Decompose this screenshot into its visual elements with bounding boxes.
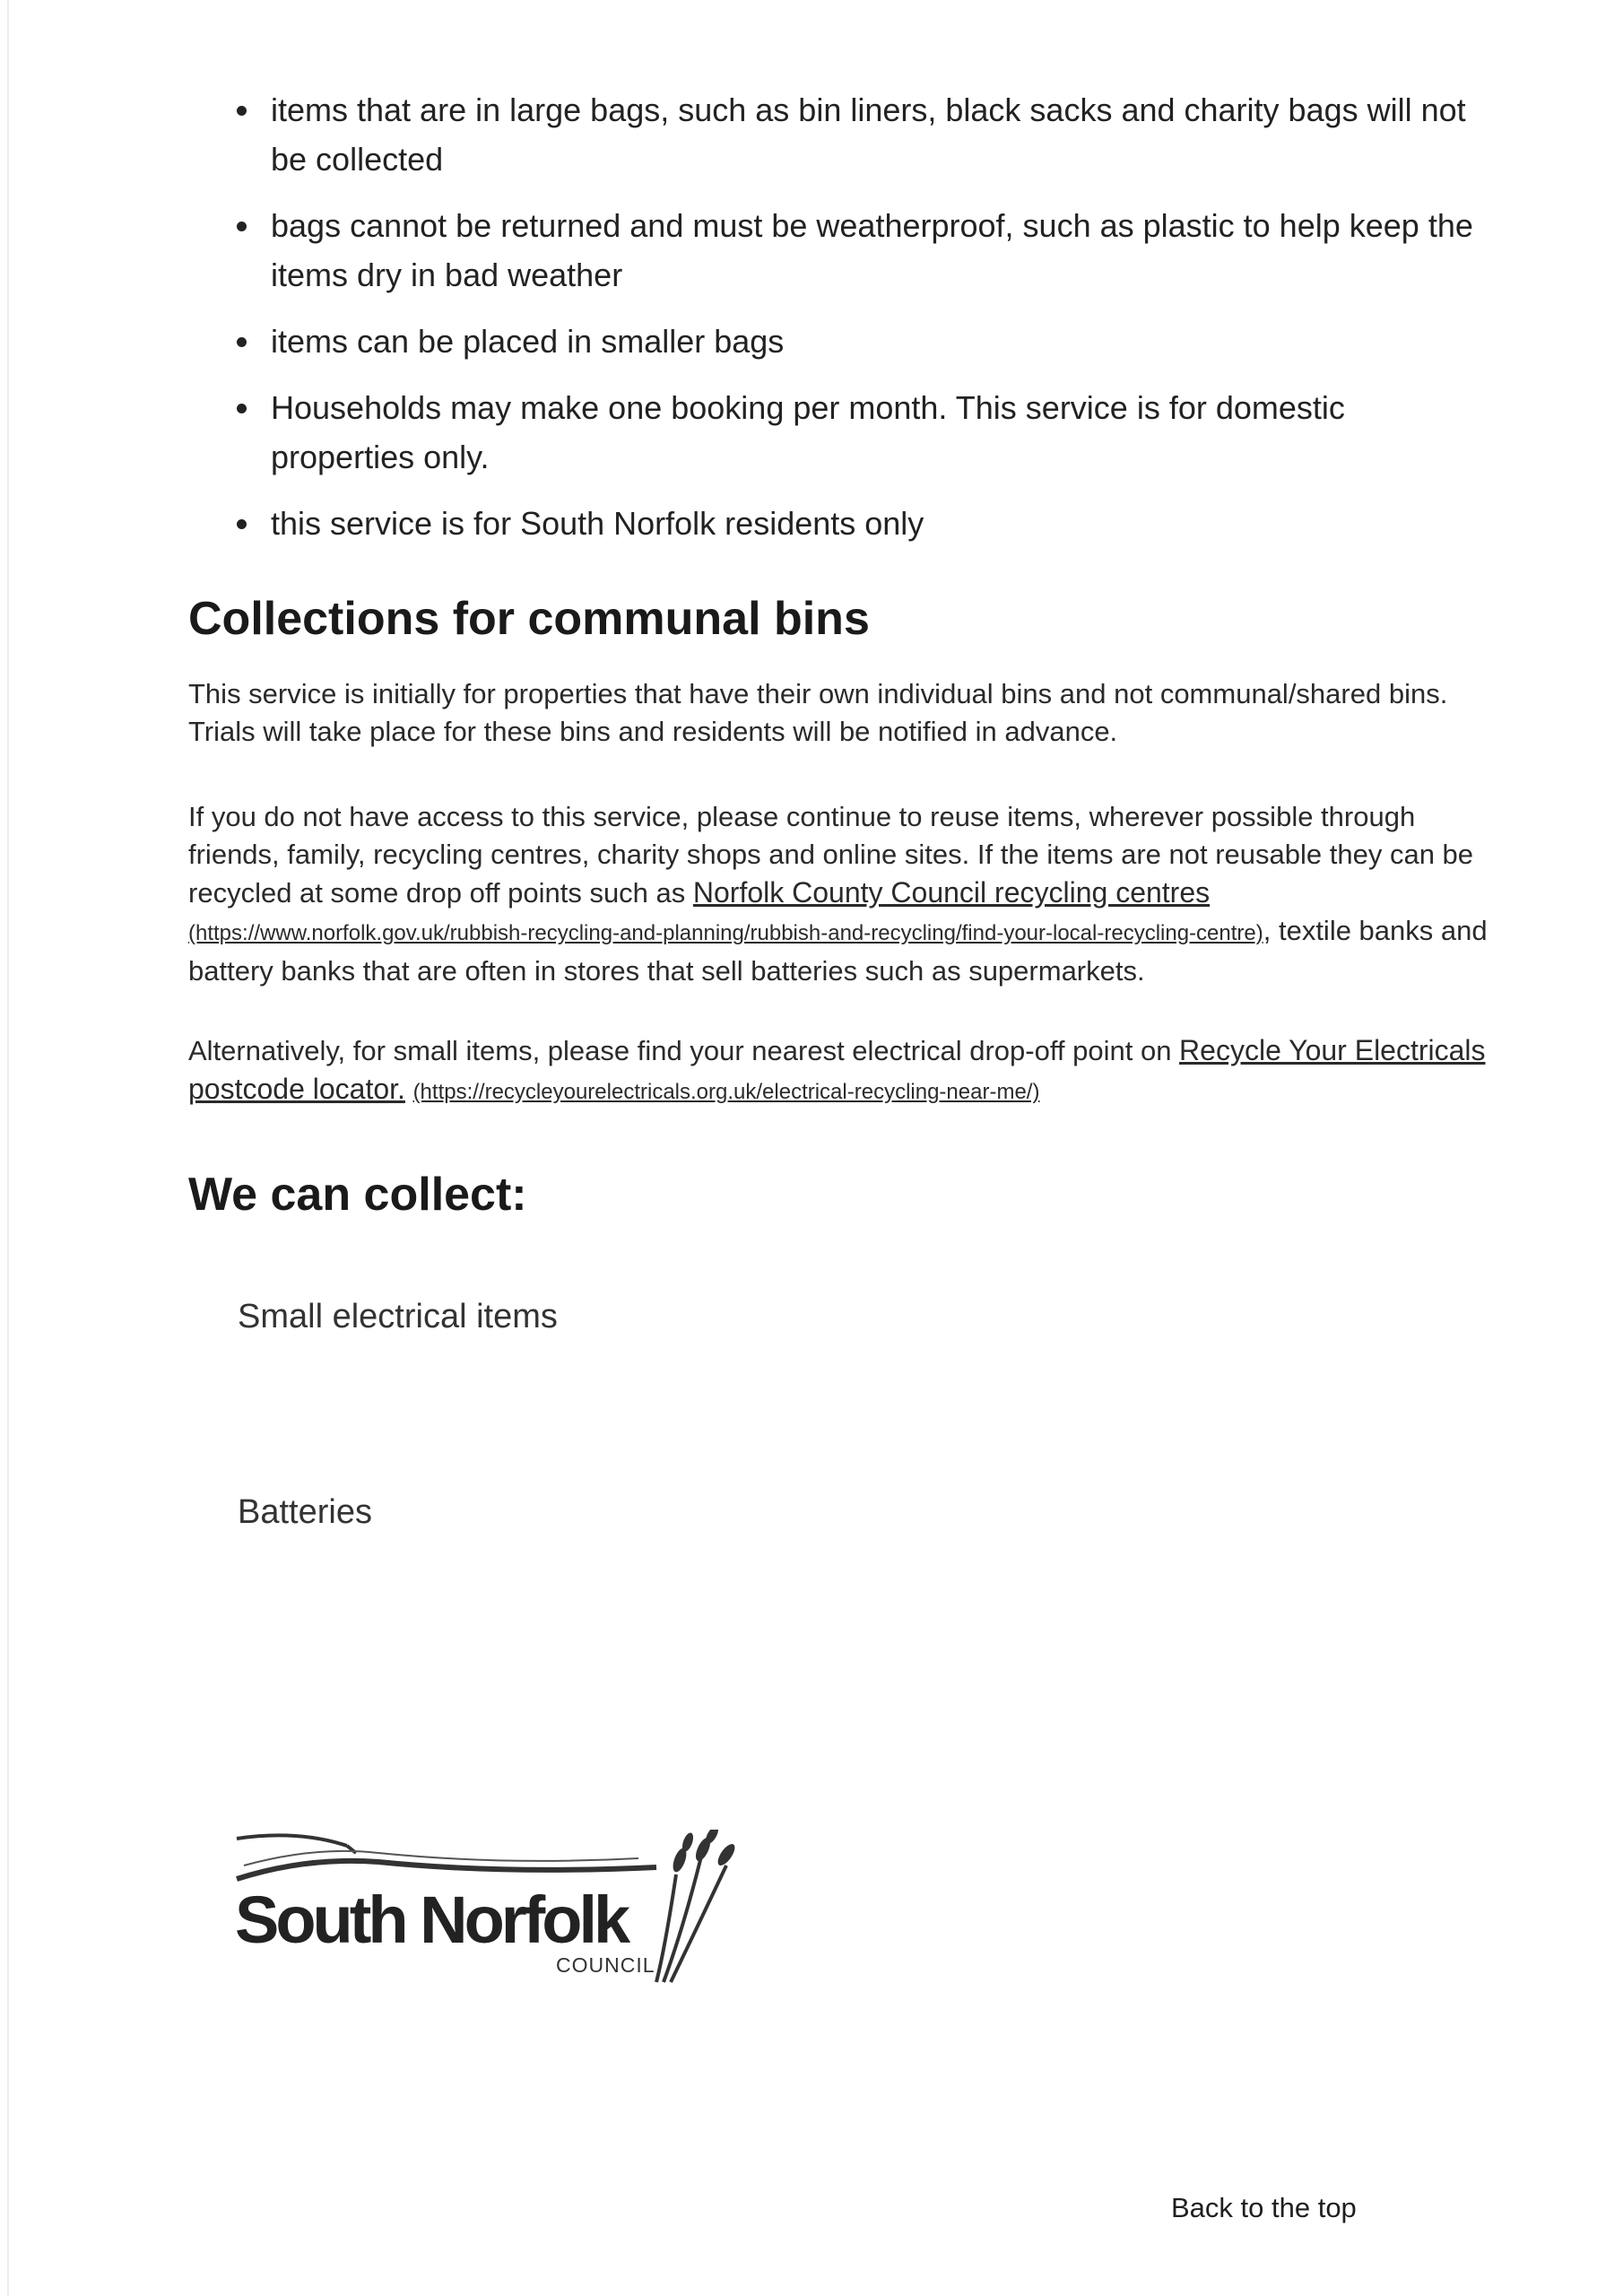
recycling-centres-link[interactable]: Norfolk County Council recycling centres xyxy=(692,876,1211,909)
logo-council: COUNCIL xyxy=(556,1953,655,1977)
collect-item-batteries: Batteries xyxy=(238,1493,372,1531)
back-to-top-link[interactable]: Back to the top xyxy=(1171,2192,1357,2223)
page-edge xyxy=(7,0,9,2296)
collect-item-small-electricals: Small electrical items xyxy=(238,1298,558,1335)
communal-bins-heading: Collections for communal bins xyxy=(188,593,870,645)
list-item: bags cannot be returned and must be weatherproof, such as plastic to help keep the items dry in bad weather xyxy=(233,201,1488,300)
south-norfolk-logo xyxy=(235,1830,773,1991)
list-item: Households may make one booking per month. This service is for domestic properties only. xyxy=(233,383,1488,482)
list-item: items that are in large bags, such as bin liners, black sacks and charity bags will not be collected xyxy=(233,85,1488,184)
postcode-locator-url[interactable]: (https://recycleyourelectricals.org.uk/electrical-recycling-near-me/) xyxy=(412,1080,1040,1104)
electricals-text: Alternatively, for small items, please find your nearest electrical drop-off point on xyxy=(188,1035,1180,1066)
we-can-collect-heading: We can collect: xyxy=(188,1169,527,1221)
list-item: this service is for South Norfolk residents only xyxy=(233,499,1488,548)
recycling-centres-url[interactable]: (https://www.norfolk.gov.uk/rubbish-recycling-and-planning/rubbish-and-recycling/find-your-local-recycling-centre) xyxy=(188,921,1263,945)
electricals-paragraph xyxy=(188,1031,1488,1111)
main-content xyxy=(188,85,1488,1531)
list-item: items can be placed in smaller bags xyxy=(233,317,1488,366)
logo-name: South Norfolk xyxy=(235,1883,628,1957)
reuse-text-end: , textile banks and battery banks that are often in stores that sell batteries such as supermarkets. xyxy=(188,915,1488,987)
reuse-text: If you do not have access to this service, please continue to reuse items, wherever possible through friends, family, recycling centres, charity shops and online sites. If the items are not reusable they can be recycled at some drop off points such as xyxy=(188,801,1474,909)
conditions-list xyxy=(233,85,1488,548)
reuse-paragraph xyxy=(188,798,1488,990)
communal-paragraph: This service is initially for properties that have their own individual bins and not communal/shared bins. Trials will take place for these bins and residents will be notified in advance. xyxy=(188,678,1448,747)
postcode-locator-link[interactable]: Recycle Your Electricals postcode locator. xyxy=(188,1034,1486,1105)
